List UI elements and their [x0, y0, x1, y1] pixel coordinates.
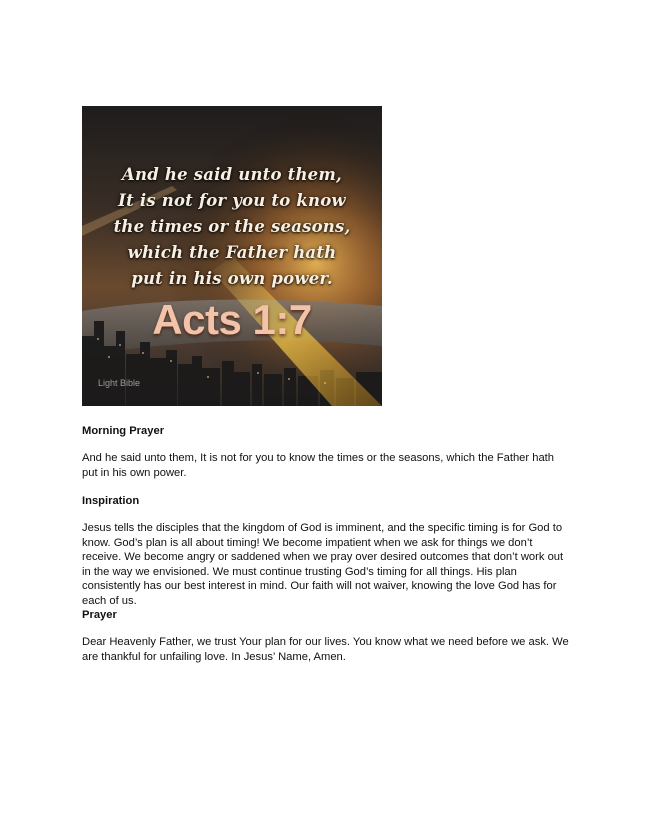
verse-reference: Acts 1:7	[152, 296, 312, 343]
prayer-text: Dear Heavenly Father, we trust Your plan for our lives. You know what we need before we ask. We are thankful for unfailing love. In Jesus’ Name, Amen.	[82, 636, 569, 663]
prayer-heading: Prayer	[82, 609, 117, 621]
watermark: Light Bible	[98, 378, 141, 388]
verse-line: which the Father hath	[127, 243, 337, 262]
verse-image	[82, 106, 382, 406]
inspiration-text: Jesus tells the disciples that the kingdom of God is imminent, and the specific timing is for God to know. God’s plan is all about timing! We become impatient when we ask for things we don’t receive. We become angry or saddened when we pray over desired outcomes that don’t work out in the way we envisioned. We must continue trusting God’s timing for all things. His plan consistently has our best interest in mind. Our faith will not waiver, knowing the love God has for each of us.	[82, 522, 564, 607]
morning-prayer-text: And he said unto them, It is not for you to know the times or the seasons, which the Father hath put in his own power.	[82, 452, 554, 479]
verse-line: It is not for you to know	[118, 191, 346, 210]
morning-prayer-heading: Morning Prayer	[82, 425, 165, 437]
verse-line: And he said unto them,	[122, 165, 342, 184]
verse-text	[82, 162, 382, 292]
verse-line: put in his own power.	[131, 269, 333, 288]
inspiration-heading: Inspiration	[82, 495, 140, 507]
verse-line: the times or the seasons,	[113, 217, 351, 236]
